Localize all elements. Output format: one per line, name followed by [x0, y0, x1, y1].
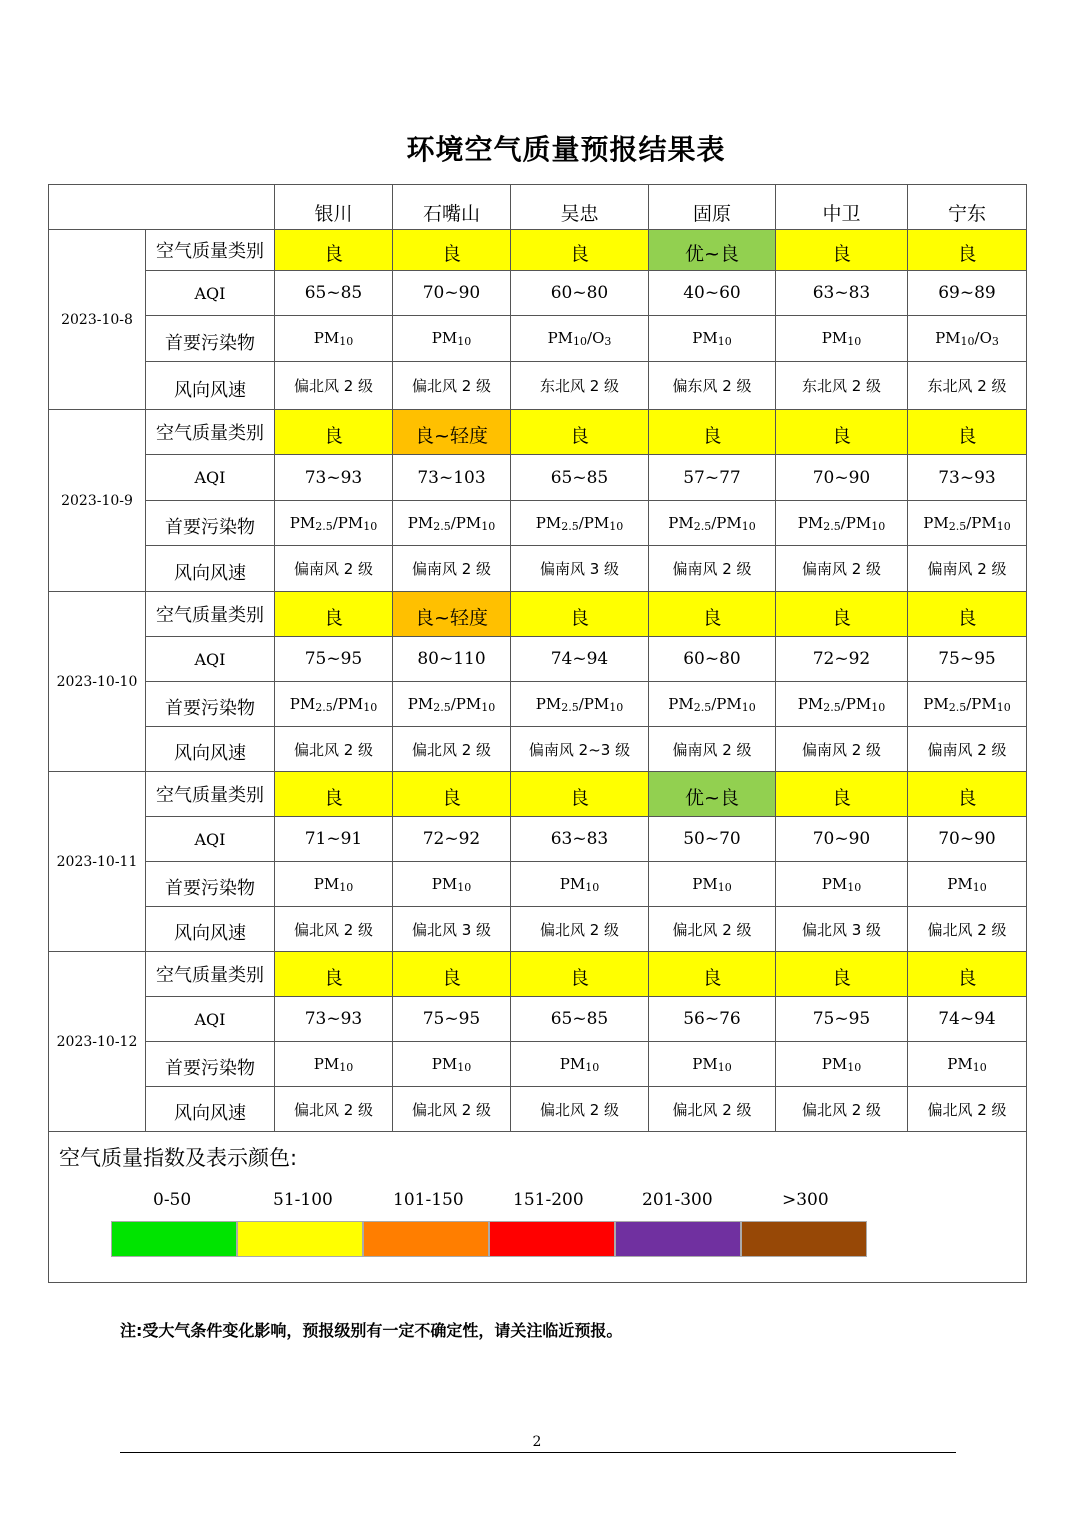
- day-row-aqi: [49, 997, 1027, 1042]
- day-row-category: [49, 592, 1027, 637]
- row-label-pollutant: 首要污染物: [146, 862, 275, 907]
- wind-value-cell: 偏南风 2 级: [275, 546, 393, 592]
- header-blank-cell: [49, 185, 275, 230]
- legend-swatch: [111, 1221, 237, 1257]
- wind-value-cell: 偏北风 3 级: [393, 907, 511, 952]
- aqi-value-cell: 50~70: [649, 817, 776, 862]
- aqi-value-cell: 71~91: [275, 817, 393, 862]
- wind-value-cell: 东北风 2 级: [776, 362, 908, 410]
- category-value-cell: 良: [908, 592, 1027, 637]
- aqi-value-cell: 69~89: [908, 271, 1027, 316]
- wind-value-cell: 偏北风 2 级: [275, 362, 393, 410]
- aqi-value-cell: 63~83: [511, 817, 649, 862]
- row-label-category: 空气质量类别: [146, 952, 275, 997]
- city-header: 固原: [649, 185, 776, 230]
- aqi-value-cell: 73~93: [275, 997, 393, 1042]
- pollutant-value-cell: $PM_{10}$: [776, 316, 908, 362]
- category-value-cell: 良: [511, 952, 649, 997]
- pollutant-value-cell: $PM_{2.5}/PM_{10}$: [275, 501, 393, 546]
- day-row-pollutant: [49, 501, 1027, 546]
- pollutant-value-cell: $PM_{2.5}/PM_{10}$: [275, 682, 393, 727]
- day-row-wind: [49, 362, 1027, 410]
- category-value-cell: 优~良: [649, 230, 776, 271]
- aqi-value-cell: 73~93: [908, 455, 1027, 501]
- wind-value-cell: 偏北风 2 级: [393, 1087, 511, 1132]
- forecast-note: 注:受大气条件变化影响，预报级别有一定不确定性，请关注临近预报。: [120, 1321, 623, 1340]
- aqi-value-cell: 70~90: [776, 817, 908, 862]
- city-header: 银川: [275, 185, 393, 230]
- legend-swatch: [363, 1221, 489, 1257]
- aqi-value-cell: 80~110: [393, 637, 511, 682]
- wind-value-cell: 偏南风 2 级: [776, 727, 908, 772]
- category-value-cell: 良: [649, 410, 776, 455]
- category-value-cell: 良~轻度: [393, 410, 511, 455]
- day-row-aqi: [49, 271, 1027, 316]
- pollutant-value-cell: $PM_{10}$: [649, 1042, 776, 1087]
- pollutant-value-cell: $PM_{2.5}/PM_{10}$: [776, 682, 908, 727]
- date-cell: 2023-10-8: [49, 230, 146, 410]
- day-row-aqi: [49, 637, 1027, 682]
- category-value-cell: 良: [275, 772, 393, 817]
- aqi-value-cell: 65~85: [275, 271, 393, 316]
- day-row-wind: [49, 1087, 1027, 1132]
- forecast-table: [48, 184, 1027, 1283]
- category-value-cell: 良: [776, 410, 908, 455]
- pollutant-value-cell: $PM_{10}/O_3$: [908, 316, 1027, 362]
- row-label-category: 空气质量类别: [146, 410, 275, 455]
- day-row-aqi: [49, 817, 1027, 862]
- pollutant-value-cell: $PM_{10}$: [511, 1042, 649, 1087]
- category-value-cell: 良: [511, 592, 649, 637]
- wind-value-cell: 偏东风 2 级: [649, 362, 776, 410]
- pollutant-value-cell: $PM_{10}$: [393, 862, 511, 907]
- category-value-cell: 良: [511, 772, 649, 817]
- date-cell: 2023-10-11: [49, 772, 146, 952]
- legend-range-label: 51-100: [273, 1190, 333, 1210]
- legend-swatch: [741, 1221, 867, 1257]
- legend-cell: [49, 1132, 1027, 1283]
- row-label-category: 空气质量类别: [146, 772, 275, 817]
- pollutant-value-cell: $PM_{10}$: [511, 862, 649, 907]
- wind-value-cell: 偏北风 2 级: [908, 1087, 1027, 1132]
- aqi-value-cell: 75~95: [275, 637, 393, 682]
- row-label-wind: 风向风速: [146, 727, 275, 772]
- footer-rule: [120, 1452, 956, 1453]
- day-row-wind: [49, 907, 1027, 952]
- aqi-value-cell: 56~76: [649, 997, 776, 1042]
- aqi-value-cell: 70~90: [776, 455, 908, 501]
- row-label-aqi: AQI: [146, 637, 275, 682]
- pollutant-value-cell: $PM_{10}$: [908, 862, 1027, 907]
- city-header: 吴忠: [511, 185, 649, 230]
- wind-value-cell: 偏北风 2 级: [511, 907, 649, 952]
- pollutant-value-cell: $PM_{10}$: [908, 1042, 1027, 1087]
- day-row-wind: [49, 546, 1027, 592]
- wind-value-cell: 偏南风 2 级: [393, 546, 511, 592]
- aqi-value-cell: 60~80: [511, 271, 649, 316]
- row-label-pollutant: 首要污染物: [146, 316, 275, 362]
- date-cell: 2023-10-12: [49, 952, 146, 1132]
- wind-value-cell: 偏北风 2 级: [649, 907, 776, 952]
- pollutant-value-cell: $PM_{2.5}/PM_{10}$: [908, 682, 1027, 727]
- row-label-wind: 风向风速: [146, 1087, 275, 1132]
- aqi-value-cell: 65~85: [511, 997, 649, 1042]
- pollutant-value-cell: $PM_{2.5}/PM_{10}$: [776, 501, 908, 546]
- row-label-wind: 风向风速: [146, 546, 275, 592]
- category-value-cell: 良~轻度: [393, 592, 511, 637]
- pollutant-value-cell: $PM_{2.5}/PM_{10}$: [649, 501, 776, 546]
- row-label-aqi: AQI: [146, 271, 275, 316]
- wind-value-cell: 偏北风 2 级: [776, 1087, 908, 1132]
- city-header: 中卫: [776, 185, 908, 230]
- aqi-value-cell: 70~90: [908, 817, 1027, 862]
- wind-value-cell: 偏南风 3 级: [511, 546, 649, 592]
- category-value-cell: 良: [649, 952, 776, 997]
- wind-value-cell: 东北风 2 级: [908, 362, 1027, 410]
- pollutant-value-cell: $PM_{10}$: [776, 1042, 908, 1087]
- wind-value-cell: 偏北风 2 级: [275, 727, 393, 772]
- category-value-cell: 良: [776, 592, 908, 637]
- aqi-value-cell: 60~80: [649, 637, 776, 682]
- aqi-value-cell: 63~83: [776, 271, 908, 316]
- wind-value-cell: 偏南风 2 级: [908, 546, 1027, 592]
- aqi-value-cell: 73~93: [275, 455, 393, 501]
- legend-swatch: [615, 1221, 741, 1257]
- category-value-cell: 良: [511, 410, 649, 455]
- wind-value-cell: 偏北风 2 级: [649, 1087, 776, 1132]
- day-row-pollutant: [49, 682, 1027, 727]
- row-label-category: 空气质量类别: [146, 592, 275, 637]
- aqi-value-cell: 72~92: [393, 817, 511, 862]
- pollutant-value-cell: $PM_{10}$: [275, 862, 393, 907]
- pollutant-value-cell: $PM_{2.5}/PM_{10}$: [649, 682, 776, 727]
- pollutant-value-cell: $PM_{2.5}/PM_{10}$: [908, 501, 1027, 546]
- day-row-category: [49, 230, 1027, 271]
- category-value-cell: 良: [393, 952, 511, 997]
- aqi-value-cell: 57~77: [649, 455, 776, 501]
- legend-range-label: 151-200: [513, 1190, 584, 1210]
- row-label-wind: 风向风速: [146, 362, 275, 410]
- wind-value-cell: 偏北风 2 级: [393, 727, 511, 772]
- aqi-value-cell: 73~103: [393, 455, 511, 501]
- pollutant-value-cell: $PM_{10}$: [649, 316, 776, 362]
- row-label-wind: 风向风速: [146, 907, 275, 952]
- wind-value-cell: 东北风 2 级: [511, 362, 649, 410]
- wind-value-cell: 偏北风 2 级: [275, 907, 393, 952]
- category-value-cell: 良: [908, 952, 1027, 997]
- day-row-pollutant: [49, 316, 1027, 362]
- header-row: [49, 185, 1027, 230]
- wind-value-cell: 偏南风 2 级: [776, 546, 908, 592]
- page-number: 2: [532, 1434, 542, 1450]
- category-value-cell: 良: [275, 592, 393, 637]
- day-row-pollutant: [49, 1042, 1027, 1087]
- legend-range-label: 101-150: [393, 1190, 464, 1210]
- wind-value-cell: 偏北风 3 级: [776, 907, 908, 952]
- legend-range-label: 201-300: [642, 1190, 713, 1210]
- pollutant-value-cell: $PM_{10}$: [275, 1042, 393, 1087]
- category-value-cell: 良: [908, 772, 1027, 817]
- category-value-cell: 良: [649, 592, 776, 637]
- legend-range-label: >300: [782, 1190, 829, 1210]
- wind-value-cell: 偏北风 2 级: [511, 1087, 649, 1132]
- city-header: 宁东: [908, 185, 1027, 230]
- day-row-wind: [49, 727, 1027, 772]
- document-title: 环境空气质量预报结果表: [406, 133, 726, 166]
- legend-range-label: 0-50: [153, 1190, 192, 1210]
- category-value-cell: 良: [908, 230, 1027, 271]
- pollutant-value-cell: $PM_{10}$: [649, 862, 776, 907]
- wind-value-cell: 偏南风 2~3 级: [511, 727, 649, 772]
- pollutant-value-cell: $PM_{2.5}/PM_{10}$: [511, 682, 649, 727]
- aqi-value-cell: 75~95: [908, 637, 1027, 682]
- legend-color-bar: [111, 1221, 867, 1257]
- wind-value-cell: 偏北风 2 级: [393, 362, 511, 410]
- aqi-value-cell: 65~85: [511, 455, 649, 501]
- category-value-cell: 良: [393, 772, 511, 817]
- row-label-pollutant: 首要污染物: [146, 682, 275, 727]
- row-label-aqi: AQI: [146, 455, 275, 501]
- day-row-aqi: [49, 455, 1027, 501]
- row-label-pollutant: 首要污染物: [146, 1042, 275, 1087]
- pollutant-value-cell: $PM_{2.5}/PM_{10}$: [393, 501, 511, 546]
- pollutant-value-cell: $PM_{10}$: [393, 1042, 511, 1087]
- legend-swatch: [237, 1221, 363, 1257]
- wind-value-cell: 偏南风 2 级: [908, 727, 1027, 772]
- row-label-pollutant: 首要污染物: [146, 501, 275, 546]
- day-row-category: [49, 952, 1027, 997]
- wind-value-cell: 偏南风 2 级: [649, 546, 776, 592]
- category-value-cell: 良: [275, 410, 393, 455]
- legend-row: [49, 1132, 1027, 1283]
- pollutant-value-cell: $PM_{10}$: [393, 316, 511, 362]
- aqi-value-cell: 75~95: [393, 997, 511, 1042]
- aqi-value-cell: 70~90: [393, 271, 511, 316]
- legend-title: 空气质量指数及表示颜色:: [59, 1146, 298, 1170]
- aqi-value-cell: 74~94: [908, 997, 1027, 1042]
- aqi-value-cell: 75~95: [776, 997, 908, 1042]
- category-value-cell: 良: [511, 230, 649, 271]
- pollutant-value-cell: $PM_{2.5}/PM_{10}$: [393, 682, 511, 727]
- pollutant-value-cell: $PM_{10}$: [776, 862, 908, 907]
- date-cell: 2023-10-10: [49, 592, 146, 772]
- category-value-cell: 良: [275, 952, 393, 997]
- category-value-cell: 良: [275, 230, 393, 271]
- pollutant-value-cell: $PM_{10}/O_3$: [511, 316, 649, 362]
- category-value-cell: 良: [776, 952, 908, 997]
- day-row-category: [49, 772, 1027, 817]
- row-label-category: 空气质量类别: [146, 230, 275, 271]
- aqi-value-cell: 72~92: [776, 637, 908, 682]
- date-cell: 2023-10-9: [49, 410, 146, 592]
- wind-value-cell: 偏北风 2 级: [908, 907, 1027, 952]
- category-value-cell: 良: [393, 230, 511, 271]
- category-value-cell: 良: [776, 772, 908, 817]
- category-value-cell: 良: [908, 410, 1027, 455]
- wind-value-cell: 偏北风 2 级: [275, 1087, 393, 1132]
- aqi-value-cell: 40~60: [649, 271, 776, 316]
- day-row-pollutant: [49, 862, 1027, 907]
- category-value-cell: 良: [776, 230, 908, 271]
- row-label-aqi: AQI: [146, 997, 275, 1042]
- legend-swatch: [489, 1221, 615, 1257]
- row-label-aqi: AQI: [146, 817, 275, 862]
- pollutant-value-cell: $PM_{10}$: [275, 316, 393, 362]
- day-row-category: [49, 410, 1027, 455]
- category-value-cell: 优~良: [649, 772, 776, 817]
- city-header: 石嘴山: [393, 185, 511, 230]
- wind-value-cell: 偏南风 2 级: [649, 727, 776, 772]
- pollutant-value-cell: $PM_{2.5}/PM_{10}$: [511, 501, 649, 546]
- aqi-value-cell: 74~94: [511, 637, 649, 682]
